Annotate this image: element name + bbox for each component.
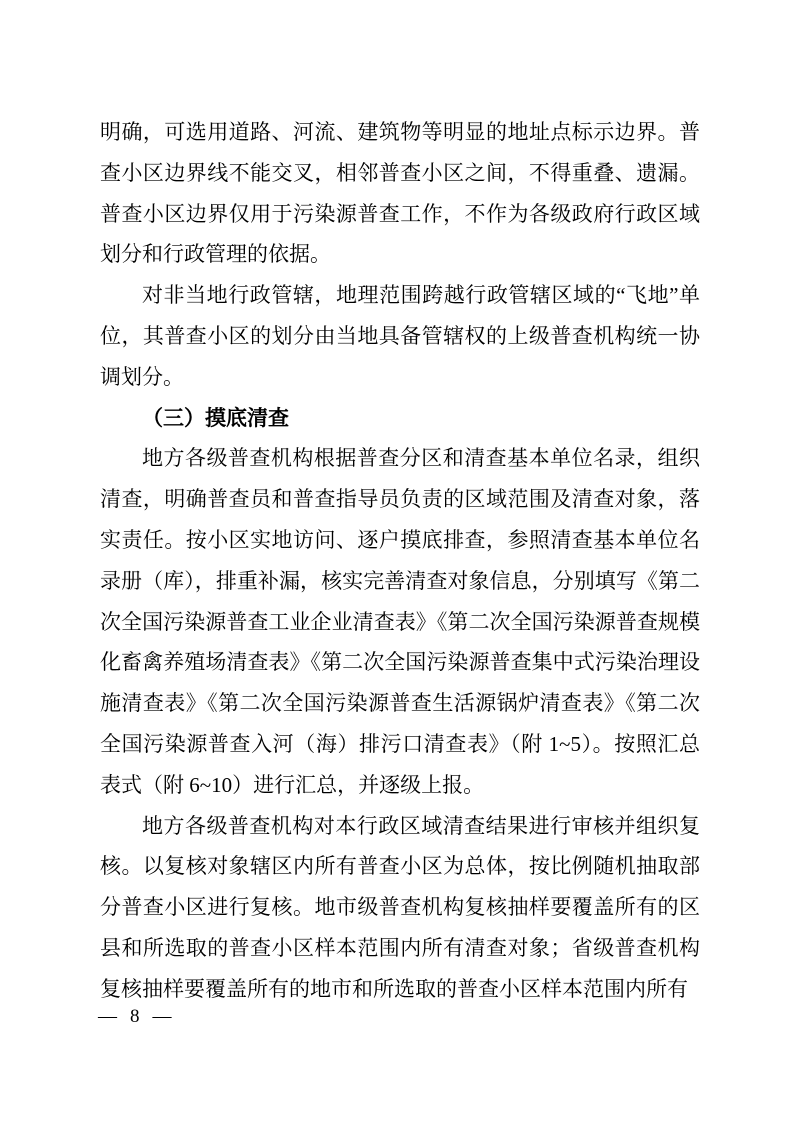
paragraph-boundary-continuation: 明确，可选用道路、河流、建筑物等明显的地址点标示边界。普查小区边界线不能交叉，相邻普查小区之间，不得重叠、遗漏。普查小区边界仅用于污染源普查工作，不作为各级政府行政区域划分和行政管理的依据。 — [100, 120, 700, 267]
page-footer — [98, 1003, 172, 1030]
paragraph-review-sampling: 地方各级普查机构对本行政区域清查结果进行审核并组织复核。以复核对象辖区内所有普查小区为总体，按比例随机抽取部分普查小区进行复核。地市级普查机构复核抽样要覆盖所有的区县和所选取的普查小区样本范围内所有清查对象；省级普查机构复核抽样要覆盖所有的地市和所选取的普查小区样本范围内所有 — [100, 813, 700, 1001]
section-heading-modi-qingcha: （三）摸底清查 — [142, 405, 289, 430]
paragraph-enclave-units: 对非当地行政管辖，地理范围跨越行政管辖区域的“飞地”单位，其普查小区的划分由当地具备管辖权的上级普查机构统一协调划分。 — [100, 283, 700, 389]
footer-left-dash: — — [98, 1006, 117, 1027]
page-number: 8 — [130, 1006, 140, 1027]
footer-right-dash: — — [152, 1006, 172, 1027]
document-body — [100, 112, 700, 1010]
paragraph-census-organization: 地方各级普查机构根据普查分区和清查基本单位名录，组织清查，明确普查员和普查指导员负责的区域范围及清查对象，落实责任。按小区实地访问、逐户摸底排查，参照清查基本单位名录册（库），排重补漏，核实完善清查对象信息，分别填写《第二次全国污染源普查工业企业清查表》《第二次全国污染源普查规模化畜禽养殖场清查表》《第二次全国污染源普查集中式污染治理设施清查表》《第二次全国污染源普查生活源锅炉清查表》《第二次全国污染源普查入河（海）排污口清查表》（附 1~5）。按照汇总表式（附 6~10）进行汇总，并逐级上报。 — [100, 446, 700, 797]
